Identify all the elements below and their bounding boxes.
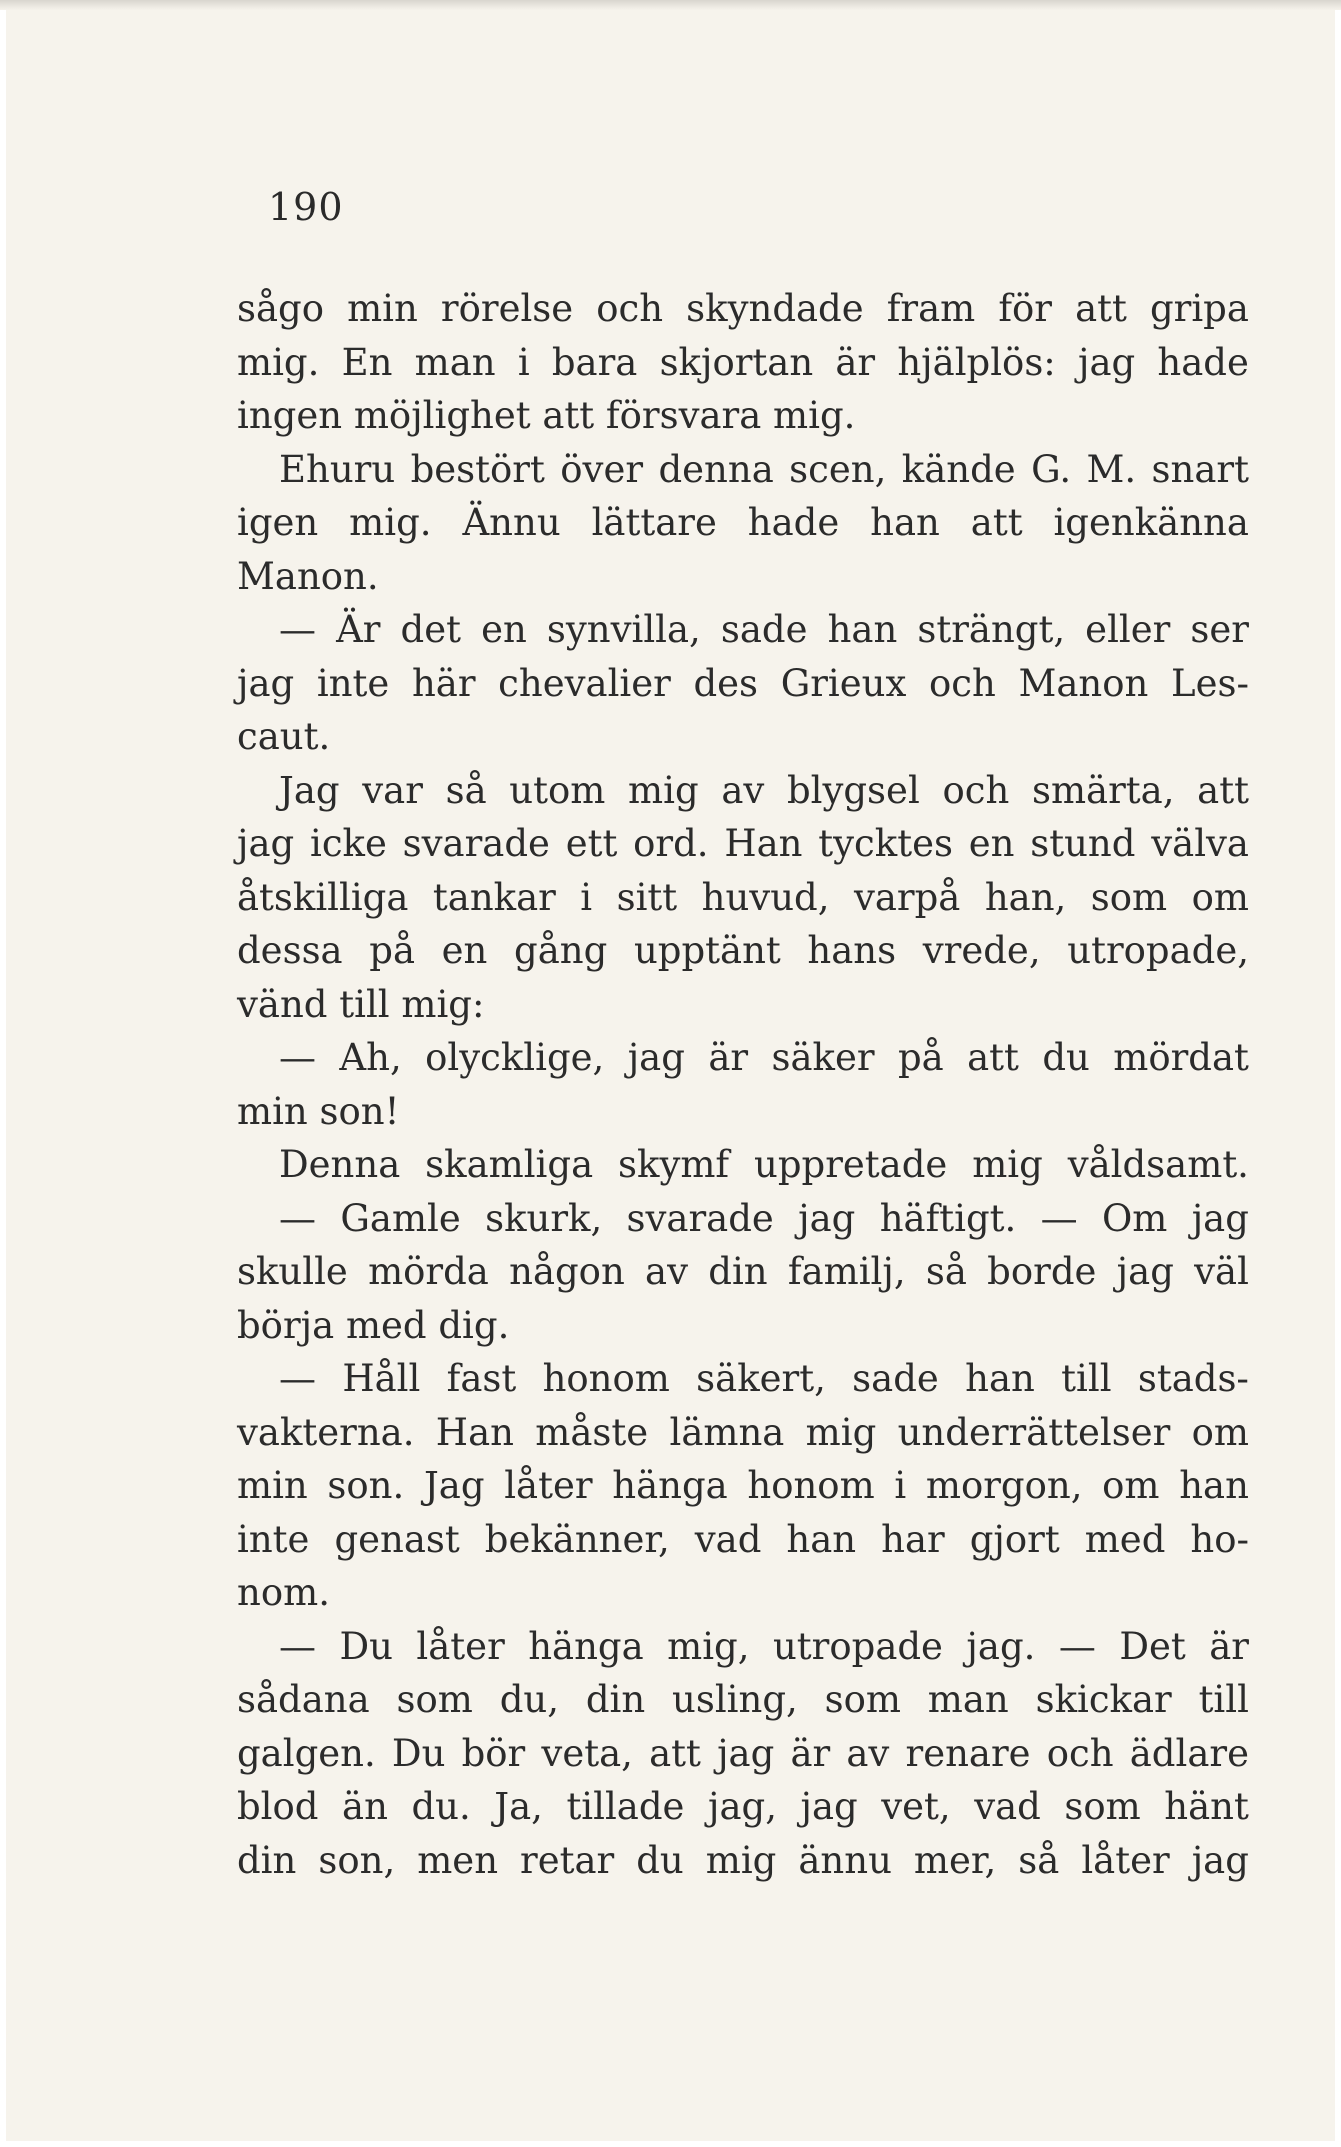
text-word: Han <box>435 1410 514 1454</box>
text-line <box>237 1406 1249 1460</box>
text-word: bekänner, <box>484 1517 670 1561</box>
text-word: har <box>881 1517 945 1561</box>
text-word: att <box>1075 287 1127 330</box>
text-word: att <box>970 501 1023 544</box>
text-word: Jag <box>423 1464 485 1507</box>
text-line: ingen möjlighet att försvara mig. <box>237 394 856 437</box>
text-word: till <box>1198 1678 1249 1721</box>
text-word: ädlare <box>1129 1731 1249 1775</box>
text-line: nom. <box>237 1571 330 1614</box>
text-word: min <box>347 287 418 330</box>
text-word: att <box>967 1036 1019 1079</box>
text-word: jag <box>627 1036 685 1079</box>
text-word: strängt, <box>917 608 1066 651</box>
text-word: mörda <box>368 1250 489 1293</box>
text-word: kände <box>901 447 1016 491</box>
text-word: mig <box>705 1838 777 1882</box>
text-word: Du <box>339 1624 393 1668</box>
text-word: än <box>342 1785 388 1828</box>
text-word: fast <box>446 1357 517 1400</box>
text-word: av <box>645 1250 689 1293</box>
text-word: morgon, <box>925 1464 1083 1507</box>
text-word: — <box>279 1196 316 1240</box>
text-line <box>237 1834 1249 1888</box>
text-word: M. <box>1086 447 1137 491</box>
text-word: av <box>846 1731 890 1775</box>
body-text <box>237 282 1249 1887</box>
text-word: usling, <box>672 1678 798 1721</box>
text-word: lämna <box>669 1410 785 1454</box>
text-word: Grieux <box>780 661 907 705</box>
text-word: scen, <box>789 447 887 491</box>
text-word: jag <box>1191 1838 1249 1882</box>
text-line <box>237 1245 1249 1299</box>
text-word: Ännu <box>462 501 561 544</box>
text-word: häftigt. <box>879 1196 1017 1240</box>
text-word: det <box>400 608 461 651</box>
text-word: men <box>417 1838 499 1882</box>
text-word: ännu <box>798 1838 892 1882</box>
text-word: säkert, <box>696 1357 826 1400</box>
text-word: vad <box>694 1517 762 1561</box>
text-word: mig. <box>237 340 320 384</box>
text-word: tankar <box>432 875 556 919</box>
text-word: dessa <box>237 929 343 972</box>
text-word: om <box>1191 875 1249 919</box>
text-word: Gamle <box>340 1196 461 1240</box>
text-word: renare <box>905 1731 1031 1775</box>
text-line <box>237 282 1249 336</box>
text-word: skulle <box>237 1250 348 1293</box>
text-word: olycklige, <box>425 1036 605 1079</box>
text-word: skymf <box>618 1143 730 1186</box>
text-word: jag <box>1116 1250 1174 1293</box>
text-word: låter <box>416 1624 505 1668</box>
text-word: vakterna. <box>237 1410 415 1454</box>
text-word: han <box>870 501 940 544</box>
text-word: jag <box>717 1731 775 1775</box>
text-word: man <box>414 340 496 384</box>
text-word: sade <box>852 1357 939 1400</box>
text-word: underrättelser <box>897 1410 1171 1454</box>
text-word: inte <box>316 661 390 705</box>
text-word: mer, <box>913 1838 997 1882</box>
text-word: han <box>786 1517 857 1561</box>
text-word: är <box>1209 1624 1249 1668</box>
text-word: son, <box>318 1838 396 1882</box>
text-word: — <box>1058 1624 1096 1668</box>
text-line <box>237 1192 1249 1246</box>
text-word: hade <box>1157 340 1249 384</box>
text-word: jag <box>1077 340 1136 384</box>
text-word: skjortan <box>659 340 814 384</box>
text-word: så <box>1018 1838 1060 1882</box>
text-line: Manon. <box>237 554 379 598</box>
text-word: på <box>369 929 416 972</box>
text-word: igen <box>237 501 319 544</box>
text-word: Han <box>724 822 803 865</box>
text-word: bör <box>461 1731 526 1775</box>
text-word: om <box>1102 1464 1160 1507</box>
text-word: han <box>965 1357 1035 1400</box>
text-line <box>237 657 1249 711</box>
text-line <box>237 924 1249 978</box>
text-word: du. <box>411 1785 471 1828</box>
text-word: synvilla, <box>546 608 701 651</box>
text-word: utropade, <box>1067 929 1249 972</box>
text-word: denna <box>658 447 774 491</box>
text-word: jag <box>1191 1196 1249 1240</box>
text-word: smärta, <box>1031 768 1175 812</box>
text-word: blod <box>237 1785 319 1828</box>
text-word: en <box>968 822 1015 865</box>
text-line <box>237 336 1249 390</box>
text-word: jag <box>237 661 295 705</box>
text-word: retar <box>520 1838 615 1882</box>
text-word: i <box>517 340 530 384</box>
text-word: mördat <box>1113 1036 1249 1079</box>
text-word: jag <box>798 1196 856 1240</box>
text-line <box>237 764 1249 818</box>
text-word: för <box>998 287 1052 330</box>
text-word: jag, <box>707 1785 777 1828</box>
text-word: du <box>1042 1036 1090 1079</box>
text-word: sågo <box>237 287 325 330</box>
text-word: som <box>396 1678 473 1721</box>
text-word: ser <box>1190 608 1249 651</box>
text-word: han <box>827 608 898 651</box>
text-word: Håll <box>342 1357 421 1400</box>
text-word: i <box>894 1464 907 1507</box>
text-word: en <box>481 608 527 651</box>
text-word: son. <box>327 1464 405 1507</box>
text-word: och <box>929 661 996 705</box>
text-word: över <box>560 447 644 491</box>
page-top-edge <box>0 0 1341 10</box>
text-line <box>237 1352 1249 1406</box>
text-word: din <box>708 1250 768 1293</box>
text-word: mig <box>805 1410 877 1454</box>
text-word: så <box>445 768 487 812</box>
text-word: svarade <box>402 822 550 865</box>
text-word: till <box>1061 1357 1112 1400</box>
text-word: och <box>596 287 664 330</box>
text-word: du <box>636 1838 684 1882</box>
text-word: eller <box>1085 608 1171 651</box>
text-word: hänt <box>1164 1785 1249 1828</box>
text-line <box>237 443 1249 497</box>
text-word: — <box>279 1357 316 1400</box>
text-word: välva <box>1151 822 1249 865</box>
text-word: sade <box>720 608 808 651</box>
text-word: våldsamt. <box>1067 1143 1249 1186</box>
text-word: Ah, <box>339 1036 402 1079</box>
text-word: sådana <box>237 1678 370 1721</box>
text-word: genast <box>334 1517 460 1561</box>
text-word: att <box>649 1731 701 1775</box>
text-word: En <box>341 340 393 384</box>
text-word: skickar <box>1035 1678 1172 1721</box>
text-line <box>237 1620 1249 1674</box>
text-word: din <box>237 1838 297 1882</box>
text-word: Du <box>391 1731 446 1775</box>
text-word: ett <box>565 822 618 865</box>
text-word: ord. <box>633 822 709 865</box>
text-word: och <box>1046 1731 1114 1775</box>
text-word: på <box>897 1036 944 1079</box>
text-word: Les- <box>1171 661 1249 705</box>
text-word: — <box>279 1624 316 1668</box>
text-word: säker <box>771 1036 875 1079</box>
text-word: blygsel <box>786 768 920 812</box>
text-line <box>237 603 1249 657</box>
text-word: gjort <box>969 1517 1060 1561</box>
text-word: Jag <box>279 768 340 812</box>
text-word: är <box>835 340 876 384</box>
text-word: som <box>824 1678 901 1721</box>
text-word: jag <box>800 1785 858 1828</box>
text-word: min <box>237 1464 308 1507</box>
text-word: mig, <box>667 1624 750 1668</box>
text-word: Ja, <box>494 1785 543 1828</box>
text-line: börja med dig. <box>237 1303 510 1347</box>
text-word: om <box>1191 1410 1249 1454</box>
page-number: 190 <box>268 185 344 229</box>
text-word: mig. <box>349 501 432 544</box>
text-word: hänga <box>612 1464 728 1507</box>
text-word: en <box>441 929 488 972</box>
text-word: din <box>585 1678 646 1721</box>
text-word: upptänt <box>633 929 781 972</box>
text-word: som <box>1064 1785 1141 1828</box>
text-word: stund <box>1030 822 1136 865</box>
text-word: icke <box>310 822 387 865</box>
text-word: lättare <box>591 501 717 544</box>
text-word: chevalier <box>498 661 671 705</box>
text-word: svarade <box>626 1196 774 1240</box>
text-word: honom <box>747 1464 875 1507</box>
text-word: snart <box>1151 447 1249 491</box>
text-word: honom <box>542 1357 670 1400</box>
text-word: bestört <box>410 447 545 491</box>
text-word: hjälplös: <box>897 340 1056 384</box>
text-word: igenkänna <box>1053 501 1249 544</box>
text-word: stads- <box>1137 1357 1249 1400</box>
text-word: är <box>790 1731 831 1775</box>
text-word: utropade <box>772 1624 943 1668</box>
text-word: någon <box>509 1250 625 1293</box>
text-word: bara <box>551 340 638 384</box>
text-word: av <box>721 768 765 812</box>
text-word: du, <box>499 1678 559 1721</box>
text-word: att <box>1197 768 1249 812</box>
text-word: mig <box>972 1143 1043 1186</box>
text-word: med <box>1084 1517 1166 1561</box>
text-word: mig <box>628 768 699 812</box>
text-word: hänga <box>528 1624 644 1668</box>
text-word: är <box>708 1036 749 1079</box>
text-word: vet, <box>881 1785 951 1828</box>
text-word: vad <box>974 1785 1041 1828</box>
text-word: hade <box>747 501 840 544</box>
text-word: gång <box>514 929 608 972</box>
text-word: des <box>693 661 759 705</box>
text-word: Denna <box>279 1143 401 1186</box>
text-word: fram <box>886 287 976 330</box>
text-word: måste <box>535 1410 649 1454</box>
text-word: jag. <box>966 1624 1036 1668</box>
text-word: jag <box>237 822 295 865</box>
text-word: Är <box>336 608 381 651</box>
text-word: i <box>580 875 593 919</box>
text-word: veta, <box>541 1731 633 1775</box>
text-word: utom <box>509 768 606 812</box>
text-word: varpå <box>853 875 961 919</box>
text-word: skurk, <box>485 1196 603 1240</box>
text-word: sitt <box>616 875 678 919</box>
text-line <box>237 871 1249 925</box>
text-word: här <box>411 661 476 705</box>
text-word: så <box>925 1250 967 1293</box>
text-word: uppretade <box>754 1143 948 1186</box>
text-word: var <box>362 768 423 812</box>
text-word: G. <box>1031 447 1072 491</box>
text-line <box>237 496 1249 550</box>
text-word: tycktes <box>818 822 953 865</box>
text-word: låter <box>1081 1838 1170 1882</box>
text-word: familj, <box>787 1250 906 1293</box>
text-word: skamliga <box>425 1143 594 1186</box>
text-word: borde <box>987 1250 1097 1293</box>
text-word: man <box>927 1678 1009 1721</box>
text-line: vänd till mig: <box>237 982 485 1026</box>
text-line <box>237 1459 1249 1513</box>
text-word: galgen. <box>237 1731 376 1775</box>
text-line <box>237 1031 1249 1085</box>
text-word: huvud, <box>701 875 830 919</box>
text-line: min son! <box>237 1089 400 1133</box>
text-word: inte <box>237 1517 310 1561</box>
text-word: skyndade <box>686 287 864 330</box>
text-word: han, <box>984 875 1067 919</box>
text-word: låter <box>504 1464 593 1507</box>
text-word: och <box>942 768 1010 812</box>
text-line: caut. <box>237 715 331 758</box>
text-word: som <box>1090 875 1168 919</box>
text-line <box>237 1780 1249 1834</box>
text-line <box>237 1727 1249 1781</box>
text-word: hans <box>807 929 897 972</box>
text-line <box>237 1138 1249 1192</box>
text-word: ho- <box>1190 1517 1249 1561</box>
text-word: åtskilliga <box>237 875 409 919</box>
text-line <box>237 1513 1249 1567</box>
text-word: Om <box>1101 1196 1168 1240</box>
text-word: — <box>279 1036 316 1079</box>
text-word: tillade <box>566 1785 685 1828</box>
text-word: Det <box>1119 1624 1186 1668</box>
text-word: han <box>1179 1464 1249 1507</box>
text-word: Ehuru <box>279 447 396 491</box>
text-word: — <box>1040 1196 1078 1240</box>
text-word: gripa <box>1149 287 1249 330</box>
text-word: vrede, <box>922 929 1041 972</box>
text-line <box>237 1673 1249 1727</box>
text-word: rörelse <box>440 287 574 330</box>
text-word: — <box>279 608 316 651</box>
text-line <box>237 817 1249 871</box>
text-word: väl <box>1194 1250 1249 1293</box>
text-word: Manon <box>1018 661 1149 705</box>
